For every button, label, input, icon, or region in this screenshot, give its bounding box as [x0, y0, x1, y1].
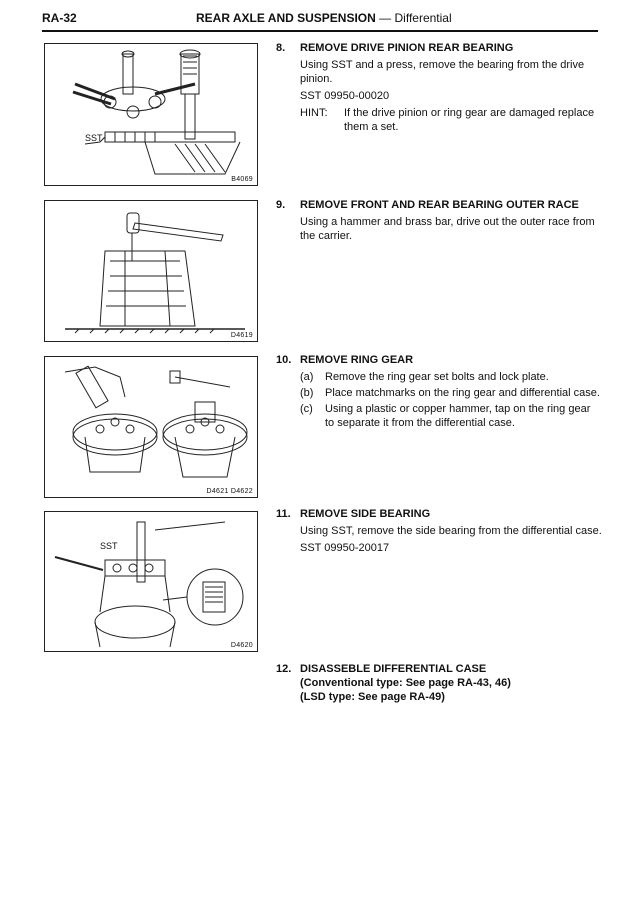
step-title: REMOVE FRONT AND REAR BEARING OUTER RACE [300, 199, 579, 211]
step-body [276, 370, 602, 430]
step-heading [276, 507, 602, 521]
sub-item-text: Place matchmarks on the ring gear and differential case. [325, 387, 600, 399]
figure-ring-gear [44, 356, 258, 498]
step-body [276, 215, 602, 243]
step-heading [276, 662, 602, 676]
step-number: 10. [276, 354, 292, 366]
sub-item-marker: (a) [300, 371, 314, 383]
step-number: 8. [276, 42, 286, 54]
sub-item-text: Remove the ring gear set bolts and lock plate. [325, 371, 549, 383]
step-heading [276, 353, 602, 367]
figure-code: B4069 [231, 176, 253, 183]
sst-number: SST 09950-00020 [300, 90, 390, 102]
step-10 [276, 353, 602, 432]
hint [300, 106, 602, 134]
step-body [276, 524, 602, 555]
page-header [42, 8, 598, 28]
pinion-press-illustration [45, 44, 257, 185]
figure-code: D4619 [230, 332, 253, 339]
sub-item-marker: (c) [300, 403, 313, 415]
title-separator: — [379, 11, 392, 25]
step-title: REMOVE SIDE BEARING [300, 508, 431, 520]
step-body [276, 58, 602, 134]
figure-code: D4620 [230, 642, 253, 649]
section-subtitle: Differential [394, 11, 452, 25]
sub-item-text: Using a plastic or copper hammer, tap on the ring gear to separate it from the differential case. [325, 403, 591, 429]
sub-item [300, 386, 602, 400]
step-body [276, 676, 602, 704]
sub-item [300, 402, 602, 430]
lsd-type-reference: (LSD type: See page RA-49) [300, 691, 445, 703]
step-title: REMOVE DRIVE PINION REAR BEARING [300, 42, 514, 54]
conventional-type-reference: (Conventional type: See page RA-43, 46) [300, 677, 511, 689]
step-number: 9. [276, 199, 286, 211]
hint-label: HINT: [300, 107, 328, 119]
ring-gear-illustration [45, 357, 257, 497]
hammer-carrier-illustration [45, 201, 257, 341]
sst-number: SST 09950-20017 [300, 542, 390, 554]
figure-side-bearing [44, 511, 258, 652]
figure-outer-race [44, 200, 258, 342]
step-text: Using SST and a press, remove the bearing from the drive pinion. [300, 59, 585, 85]
sst-callout: SST [85, 133, 103, 143]
step-title: REMOVE RING GEAR [300, 354, 414, 366]
sub-item-marker: (b) [300, 387, 314, 399]
step-number: 11. [276, 508, 291, 520]
step-heading [276, 41, 602, 55]
step-text: Using a hammer and brass bar, drive out the outer race from the carrier. [300, 216, 595, 242]
header-rule [42, 30, 598, 32]
step-number: 12. [276, 663, 292, 675]
hint-text: If the drive pinion or ring gear are damaged replace them a set. [344, 107, 595, 133]
step-12 [276, 662, 602, 704]
sub-item [300, 370, 602, 384]
figure-code: D4621 D4622 [206, 488, 253, 495]
step-title: DISASSEBLE DIFFERENTIAL CASE [300, 663, 487, 675]
sst-callout: SST [100, 541, 118, 551]
side-bearing-illustration [45, 512, 257, 651]
step-heading [276, 198, 602, 212]
step-11 [276, 507, 602, 558]
page-id: RA-32 [42, 11, 77, 25]
figure-pinion-bearing [44, 43, 258, 186]
step-9 [276, 198, 602, 246]
step-text: Using SST, remove the side bearing from the differential case. [300, 525, 602, 537]
header-title [196, 11, 452, 25]
section-title: REAR AXLE AND SUSPENSION [196, 11, 376, 25]
step-8 [276, 41, 602, 134]
